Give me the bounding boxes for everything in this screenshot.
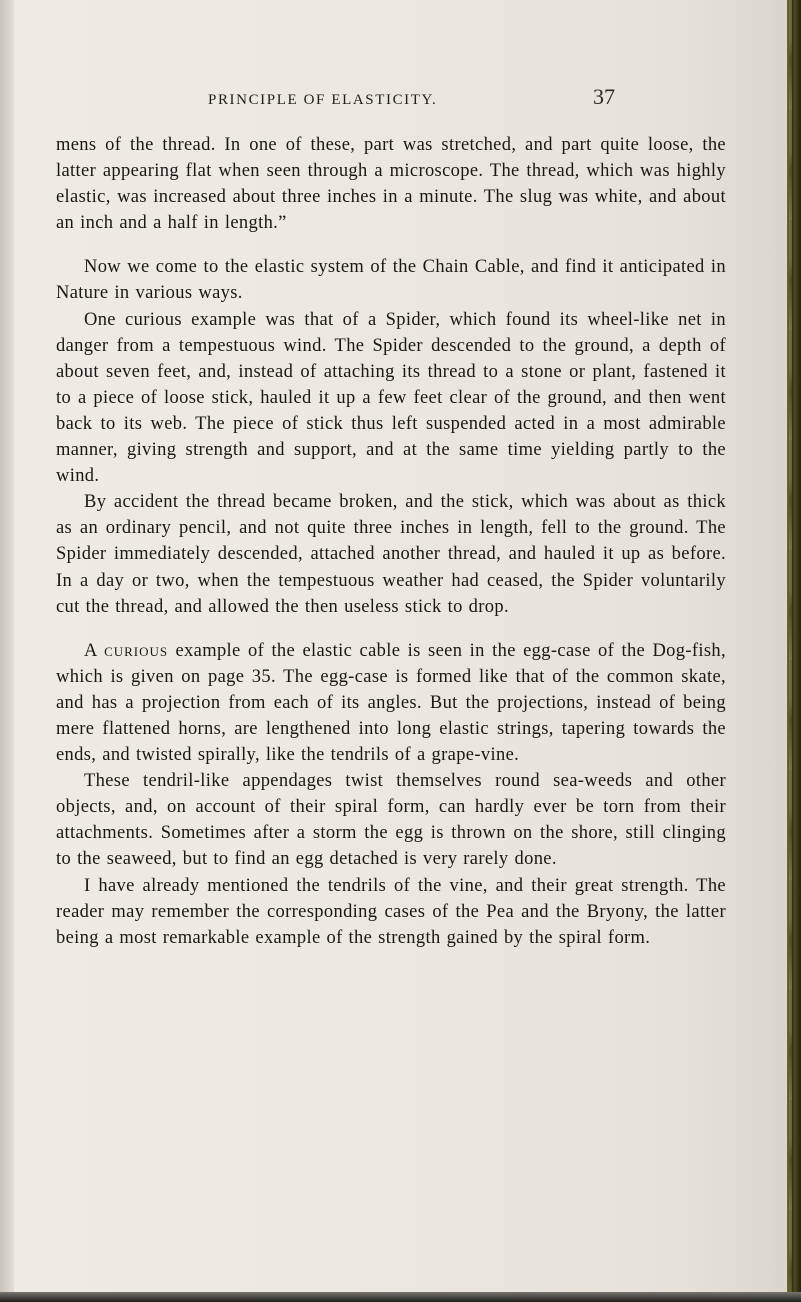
paragraph-continuation: mens of the thread. In one of these, part was stretched, and part quite loose, the latter appearing flat when seen through a microscope. The thread, which was highly elastic, was increased about three inches in a minute. The slug was white, and about an inch and a half in length.” <box>56 135 726 234</box>
book-binding-edge <box>787 0 801 1302</box>
paragraph-spider-example: One curious example was that of a Spider, which found its wheel-like net in danger from a tempestuous wind. The Spider descended to the ground, a depth of about seven feet, and, instead of attaching its thread to a stone or plant, fastened it to a piece of loose stick, hauled it up a few feet clear of the ground, and then went back to its web. The piece of stick thus left suspended acted in a most admirable manner, giving strength and support, and at the same time yielding partly to the wind. <box>56 309 726 487</box>
paragraph-chain-cable: Now we come to the elastic system of the Chain Cable, and find it anticipated in Nature in various ways. <box>56 257 726 304</box>
page-number: 37 <box>593 84 615 109</box>
paragraph-vine-tendrils: I have already mentioned the tendrils of the vine, and their great strength. The reader may remember the corresponding cases of the Pea and the Bryony, the latter being a most remarkable example of the strength gained by the spiral form. <box>56 875 726 948</box>
paragraph-gap <box>56 620 726 638</box>
running-head: PRINCIPLE OF ELASTICITY. <box>208 92 438 108</box>
paragraph-dog-fish-smallcaps: curious <box>104 640 169 661</box>
paragraph-tendril-appendages: These tendril-like appendages twist themselves round sea-weeds and other objects, and, on account of their spiral form, can hardly ever be torn from their attachments. Sometimes after a storm the egg is thrown on the shore, still clinging to the seaweed, but to find an egg detached is very rarely done. <box>56 771 726 870</box>
paragraph-dog-fish <box>56 638 726 768</box>
paragraph-spider-accident: By accident the thread became broken, and the stick, which was about as thick as an ordinary pencil, and not quite three inches in length, fell to the ground. The Spider immediately descended, attached another thread, and hauled it up as before. In a day or two, when the tempestuous weather had ceased, the Spider voluntarily cut the thread, and allowed the then useless stick to drop. <box>56 492 726 617</box>
paragraph-gap <box>56 236 726 254</box>
paragraph-dog-fish-lead: A <box>84 640 105 661</box>
gutter-shadow <box>0 0 14 1302</box>
page-header <box>0 84 801 120</box>
page-bottom-edge <box>0 1292 801 1302</box>
paragraph-dog-fish-text: example of the elastic cable is seen in the egg-case of the Dog-fish, which is given on page 35. The egg-case is formed like that of the common skate, and has a projection from each of its angles. But the projections, instead of being mere flattened horns, are lengthened into long elastic strings, tapering towards the ends, and twisted spirally, like the tendrils of a grape-vine. <box>56 640 727 766</box>
body-text <box>56 132 726 951</box>
